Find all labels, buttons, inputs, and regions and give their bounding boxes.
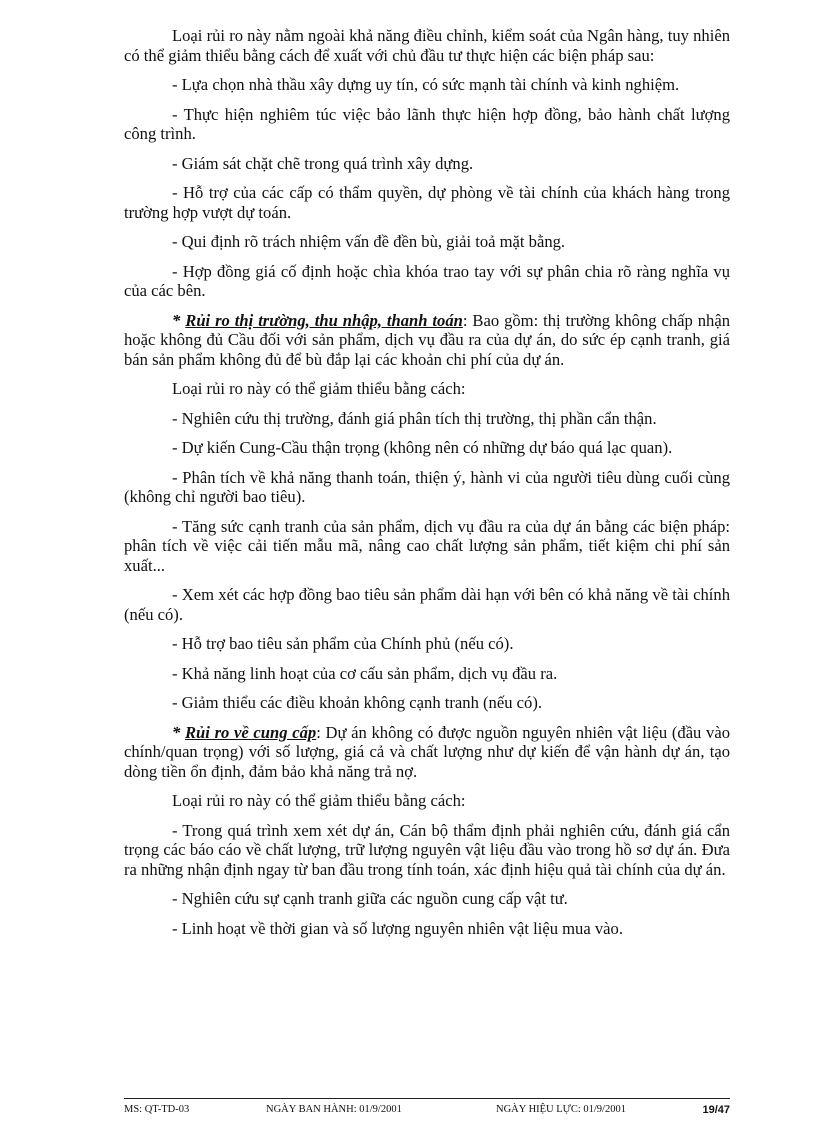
paragraph: - Phân tích về khả năng thanh toán, thiện ý, hành vi của người tiêu dùng cuối cùng (không chỉ người bao tiêu).	[124, 467, 730, 506]
section-heading: Rủi ro thị trường, thu nhập, thanh toán	[185, 310, 463, 330]
paragraph: - Tăng sức cạnh tranh của sản phẩm, dịch vụ đầu ra của dự án bằng các biện pháp: phân tích về việc cải tiến mẫu mã, nâng cao chất lượng sản phẩm, tiết kiệm chi phí sản xuất...	[124, 516, 730, 575]
paragraph: - Nghiên cứu thị trường, đánh giá phân tích thị trường, thị phần cẩn thận.	[172, 408, 657, 428]
section-supply-risk: * Rủi ro về cung cấp: Dự án không có được nguồn nguyên nhiên vật liệu (đầu vào chính/quan trọng) với số lượng, giá cả và chất lượng như dự kiến để vận hành dự án, tạo dòng tiền ổn định, đảm bảo khả năng trả nợ.	[124, 722, 730, 781]
footer-issue-date: NGÀY BAN HÀNH: 01/9/2001	[266, 1104, 402, 1115]
paragraph: - Trong quá trình xem xét dự án, Cán bộ thẩm định phải nghiên cứu, đánh giá cẩn trọng các báo cáo về chất lượng, trữ lượng nguyên vật liệu đầu vào trong hồ sơ dự án. Đưa ra những nhận định ngay từ ban đầu trong tính toán, xác định hiệu quả tài chính của dự án.	[124, 820, 730, 879]
paragraph: - Giảm thiểu các điều khoản không cạnh tranh (nếu có).	[172, 693, 542, 712]
paragraph: - Qui định rõ trách nhiệm vấn đề đền bù, giải toả mặt bằng.	[172, 232, 566, 251]
paragraph: - Hợp đồng giá cố định hoặc chìa khóa trao tay với sự phân chia rõ ràng nghĩa vụ của các bên.	[124, 261, 730, 300]
paragraph: - Xem xét các hợp đồng bao tiêu sản phẩm dài hạn với bên có khả năng về tài chính (nếu có).	[124, 585, 730, 624]
footer-effective-date: NGÀY HIỆU LỰC: 01/9/2001	[496, 1104, 626, 1115]
paragraph: - Dự kiến Cung-Cầu thận trọng (không nên có những dự báo quá lạc quan).	[172, 438, 673, 457]
paragraph: - Nghiên cứu sự cạnh tranh giữa các nguồn cung cấp vật tư.	[172, 889, 568, 908]
paragraph: - Giám sát chặt chẽ trong quá trình xây dựng.	[172, 153, 474, 173]
bullet-star: *	[172, 722, 185, 742]
paragraph: Loại rủi ro này có thể giảm thiểu bằng cách:	[172, 379, 466, 398]
section-heading: Rủi ro về cung cấp	[184, 722, 317, 742]
paragraph: - Khả năng linh hoạt của cơ cấu sản phẩm, dịch vụ đầu ra.	[172, 663, 558, 683]
paragraph: - Linh hoạt về thời gian và số lượng nguyên nhiên vật liệu mua vào.	[172, 918, 623, 938]
paragraph: - Hỗ trợ bao tiêu sản phẩm của Chính phủ (nếu có).	[172, 634, 514, 653]
paragraph: - Hỗ trợ của các cấp có thẩm quyền, dự phòng về tài chính của khách hàng trong trường hợp vượt dự toán.	[124, 183, 730, 222]
paragraph: Loại rủi ro này nằm ngoài khả năng điều chỉnh, kiểm soát của Ngân hàng, tuy nhiên có thể giảm thiểu bằng cách để xuất với chủ đầu tư thực hiện các biện pháp sau:	[124, 26, 730, 65]
paragraph: - Lựa chọn nhà thầu xây dựng uy tín, có sức mạnh tài chính và kinh nghiệm.	[172, 75, 680, 94]
footer-page-number: 19/47	[702, 1104, 730, 1116]
paragraph: Loại rủi ro này có thể giảm thiểu bằng cách:	[172, 791, 466, 810]
footer-document-code: MS: QT-TD-03	[124, 1104, 190, 1115]
document-body	[124, 26, 730, 948]
bullet-star: *	[172, 310, 186, 330]
page-footer	[124, 1098, 730, 1117]
section-market-risk: * Rủi ro thị trường, thu nhập, thanh toán: Bao gồm: thị trường không chấp nhận hoặc không đủ Cầu đối với sản phẩm, dịch vụ đầu ra của dự án, do sức ép cạnh tranh, giá bán sản phẩm không đủ để bù đắp lại các khoản chi phí của dự án.	[124, 310, 731, 369]
paragraph: - Thực hiện nghiêm túc việc bảo lãnh thực hiện hợp đồng, bảo hành chất lượng công trình.	[124, 104, 730, 143]
